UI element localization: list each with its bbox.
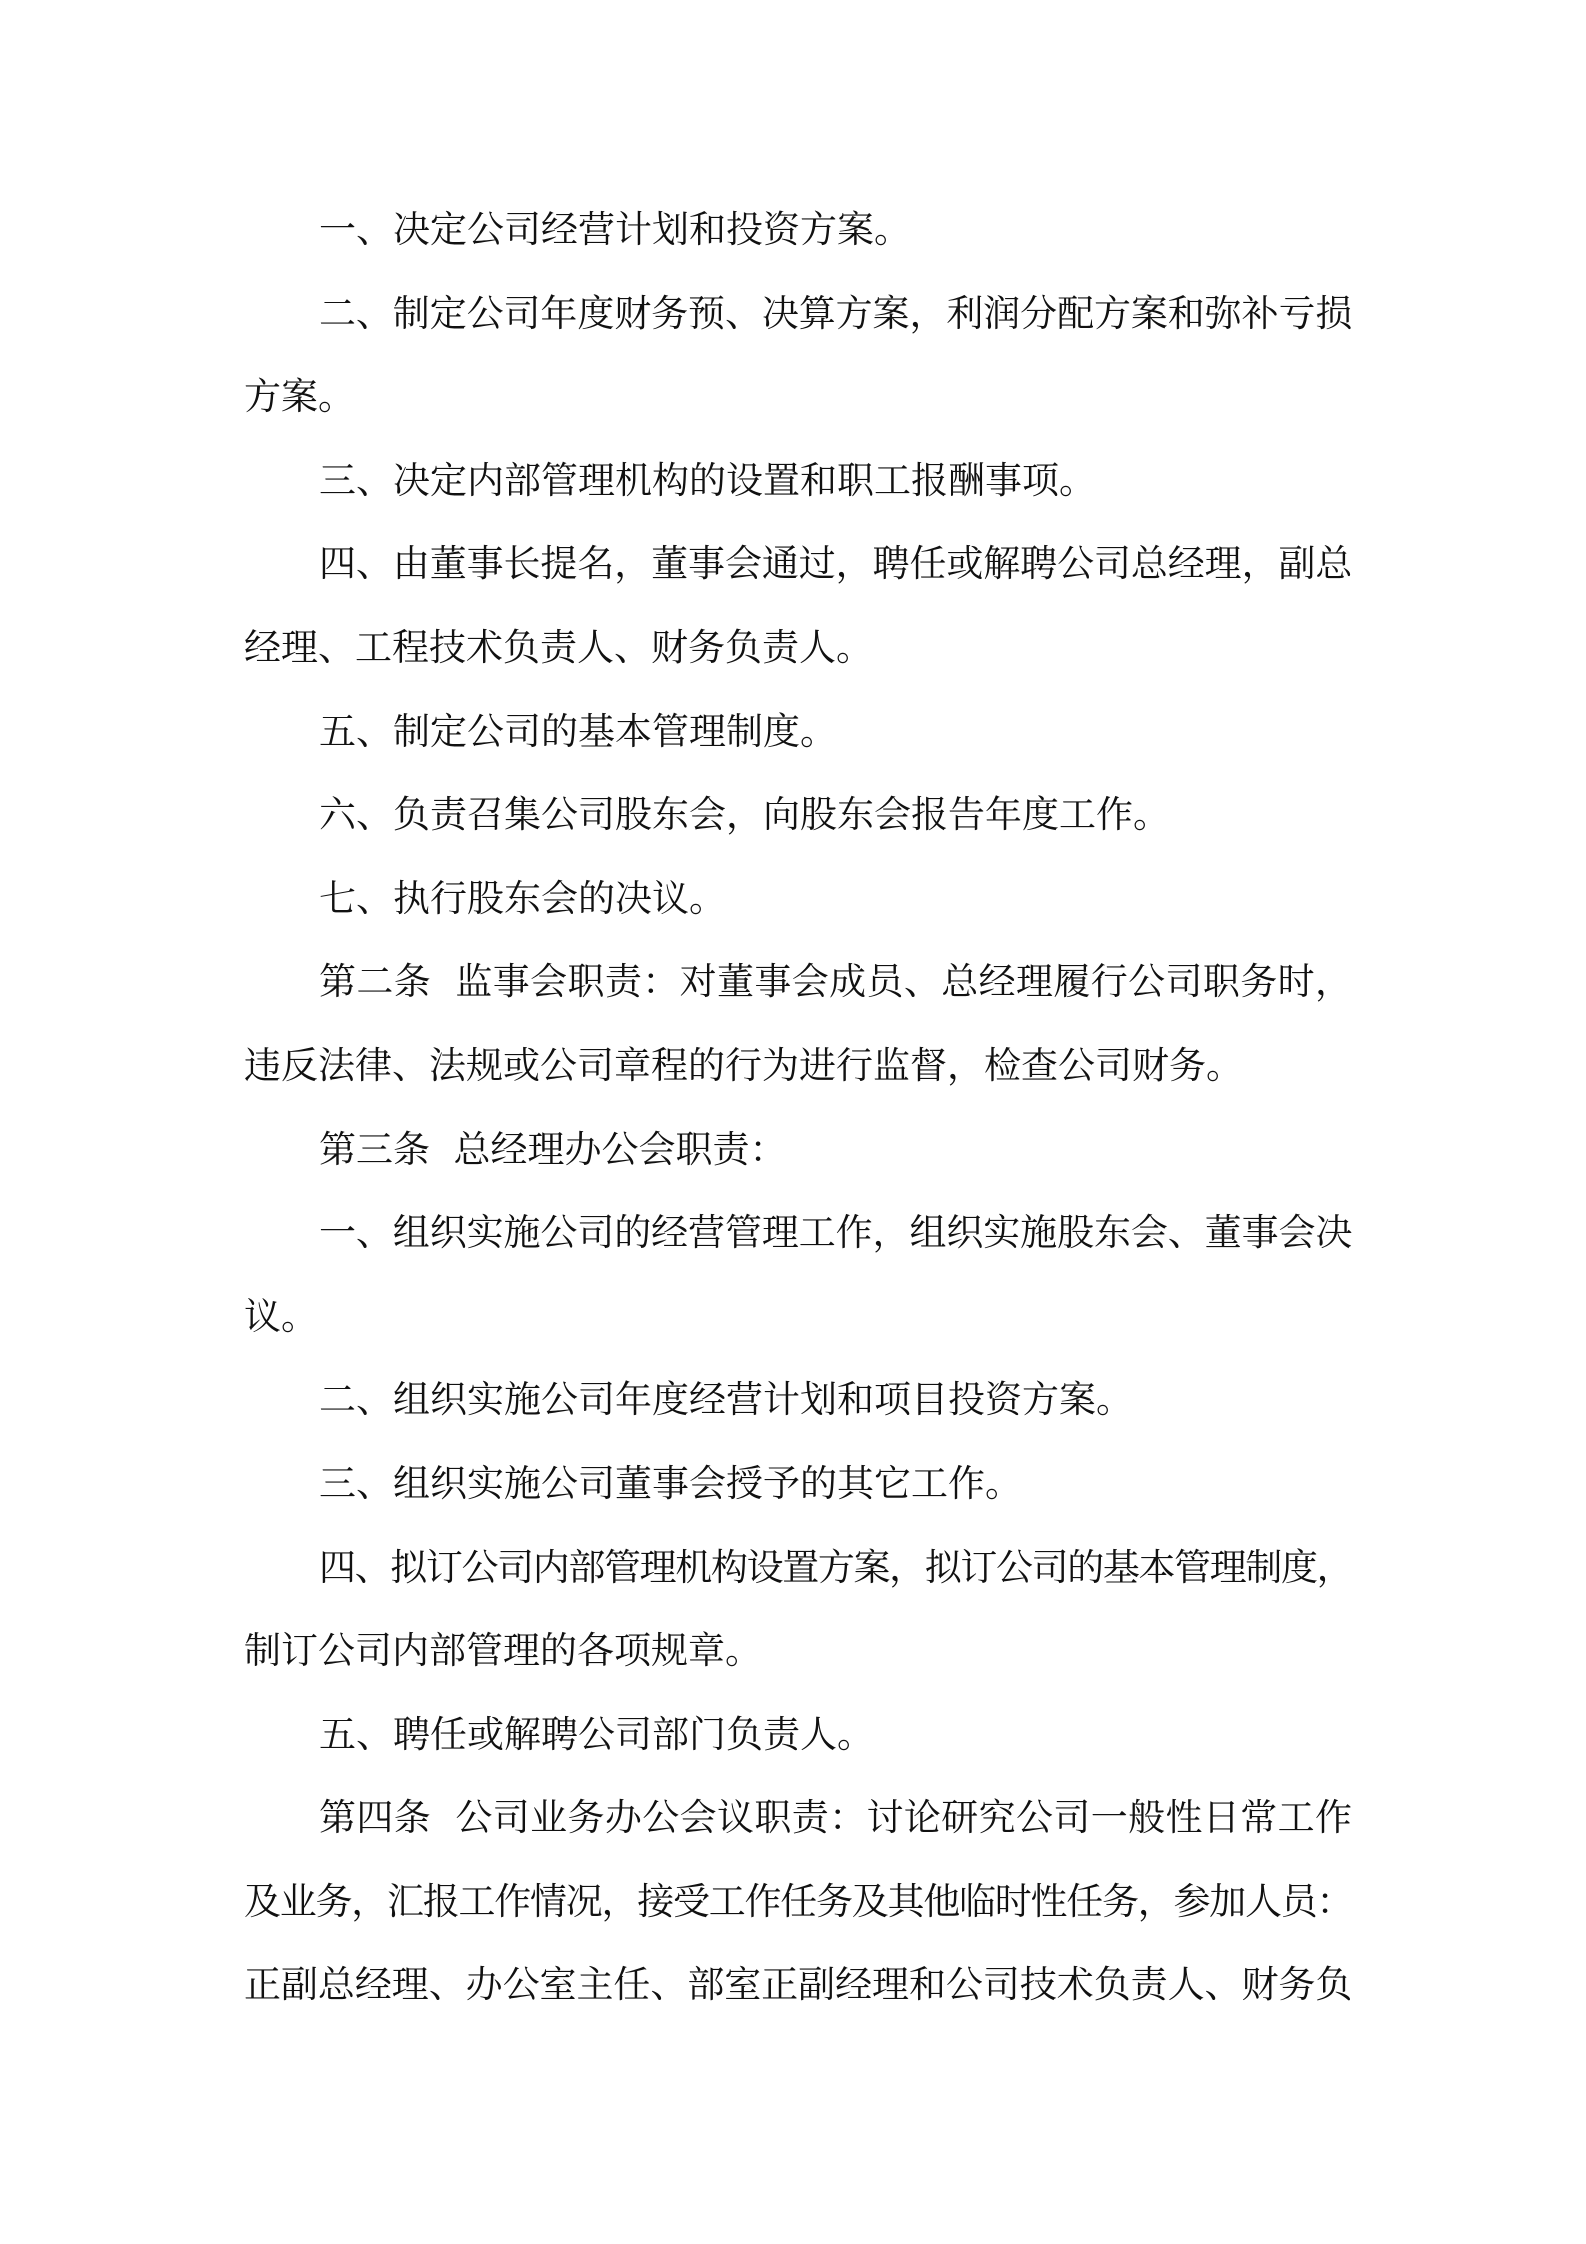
paragraph-line: 制订公司内部管理的各项规章。 [244,1629,762,1673]
list-item-board-duty-2 [244,272,1352,439]
paragraph-line: 正副总经理、办公室主任、部室正副经理和公司技术负责人、财务负 [244,1963,1352,2007]
list-item-manager-duty-3 [244,1442,1352,1526]
list-item-board-duty-1 [244,188,1352,272]
list-item-manager-duty-1 [244,1191,1352,1358]
paragraph-line: 违反法律、法规或公司章程的行为进行监督，检查公司财务。 [244,1043,1243,1087]
paragraph-line: 七、执行股东会的决议。 [319,876,726,920]
document-body [244,188,1352,2027]
list-item-manager-duty-4 [244,1526,1352,1693]
paragraph-line: 五、聘任或解聘公司部门负责人。 [319,1712,874,1756]
paragraph-line: 及业务，汇报工作情况，接受工作任务及其他临时性任务，参加人员： [244,1879,1352,1923]
paragraph-line: 四、由董事长提名，董事会通过，聘任或解聘公司总经理，副总 [319,542,1352,586]
paragraph-line: 第二条 监事会职责：对董事会成员、总经理履行公司职务时， [319,960,1352,1004]
paragraph-line: 议。 [244,1294,318,1338]
paragraph-line: 第三条 总经理办公会职责： [319,1127,787,1171]
article-2-supervisory-board [244,940,1352,1107]
paragraph-line: 一、组织实施公司的经营管理工作，组织实施股东会、董事会决 [319,1211,1352,1255]
list-item-board-duty-7 [244,857,1352,941]
paragraph-line: 二、制定公司年度财务预、决算方案，利润分配方案和弥补亏损 [319,291,1352,335]
list-item-manager-duty-2 [244,1358,1352,1442]
list-item-manager-duty-5 [244,1693,1352,1777]
paragraph-line: 六、负责召集公司股东会，向股东会报告年度工作。 [319,793,1170,837]
paragraph-line: 一、决定公司经营计划和投资方案。 [319,208,911,251]
paragraph-line: 五、制定公司的基本管理制度。 [319,709,837,753]
paragraph-line: 四、拟订公司内部管理机构设置方案，拟订公司的基本管理制度， [319,1545,1352,1589]
article-4-business-meeting [244,1776,1352,2027]
list-item-board-duty-6 [244,773,1352,857]
paragraph-line: 第四条 公司业务办公会议职责：讨论研究公司一般性日常工作 [319,1796,1352,1840]
paragraph-line: 二、组织实施公司年度经营计划和项目投资方案。 [319,1378,1133,1422]
article-3-heading [244,1108,1352,1192]
paragraph-line: 方案。 [244,375,355,419]
paragraph-line: 三、组织实施公司董事会授予的其它工作。 [319,1461,1022,1505]
list-item-board-duty-3 [244,439,1352,523]
paragraph-line: 三、决定内部管理机构的设置和职工报酬事项。 [319,458,1096,502]
list-item-board-duty-5 [244,690,1352,774]
paragraph-line: 经理、工程技术负责人、财务负责人。 [244,625,873,669]
list-item-board-duty-4 [244,522,1352,689]
